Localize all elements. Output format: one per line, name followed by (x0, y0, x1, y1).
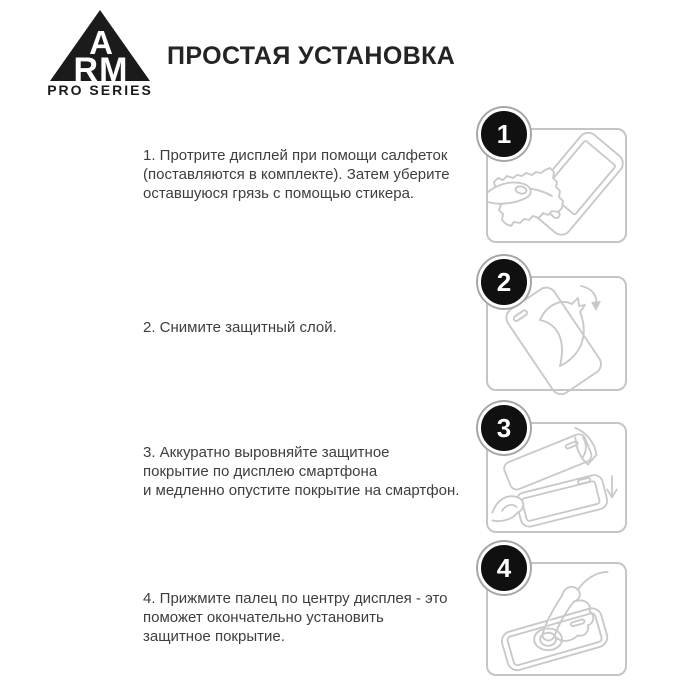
step-1-number: 1 (496, 118, 512, 149)
step-1-line-1: 1. Протрите дисплей при помощи салфеток (143, 147, 448, 164)
step-4-line-3: защитное покрытие. (143, 628, 285, 645)
step-4-number: 4 (496, 552, 512, 583)
step-3-number-badge (478, 402, 530, 454)
step-3-line-3: и медленно опустите покрытие на смартфон. (143, 482, 460, 499)
step-1-card (486, 118, 627, 243)
step-1-line-3: оставшуюся грязь с помощью стикера. (143, 185, 415, 202)
step-4-text (143, 589, 483, 646)
step-3-line-1: 3. Аккуратно выровняйте защитное (143, 444, 390, 461)
step-2-card (486, 266, 627, 391)
logo-letters-rm: RM (73, 51, 129, 81)
step-2-number-badge (478, 256, 530, 308)
step-3-line-2: покрытие по дисплею смартфона (143, 463, 378, 480)
step-4-line-2: поможет окончательно установить (143, 609, 384, 626)
arm-logo (44, 10, 156, 98)
page-title: ПРОСТАЯ УСТАНОВКА (167, 42, 456, 70)
step-1-number-badge (478, 108, 530, 160)
step-4-number-badge (478, 542, 530, 594)
step-2-number: 2 (496, 266, 512, 297)
step-2-line-1: 2. Снимите защитный слой. (143, 319, 337, 336)
step-3-text (143, 443, 483, 500)
step-4-card (486, 552, 627, 676)
step-1-line-2: (поставляются в комплекте). Затем уберите (143, 166, 450, 183)
logo-subtitle: PRO SERIES (47, 82, 153, 98)
step-1-text (143, 146, 483, 203)
step-3-number: 3 (496, 412, 512, 443)
arm-logo-triangle-icon (50, 10, 150, 81)
step-3-card (486, 412, 627, 533)
step-4-line-1: 4. Прижмите палец по центру дисплея - это (143, 590, 448, 607)
step-2-text (143, 318, 483, 337)
logo-letter-a: A (89, 24, 113, 61)
